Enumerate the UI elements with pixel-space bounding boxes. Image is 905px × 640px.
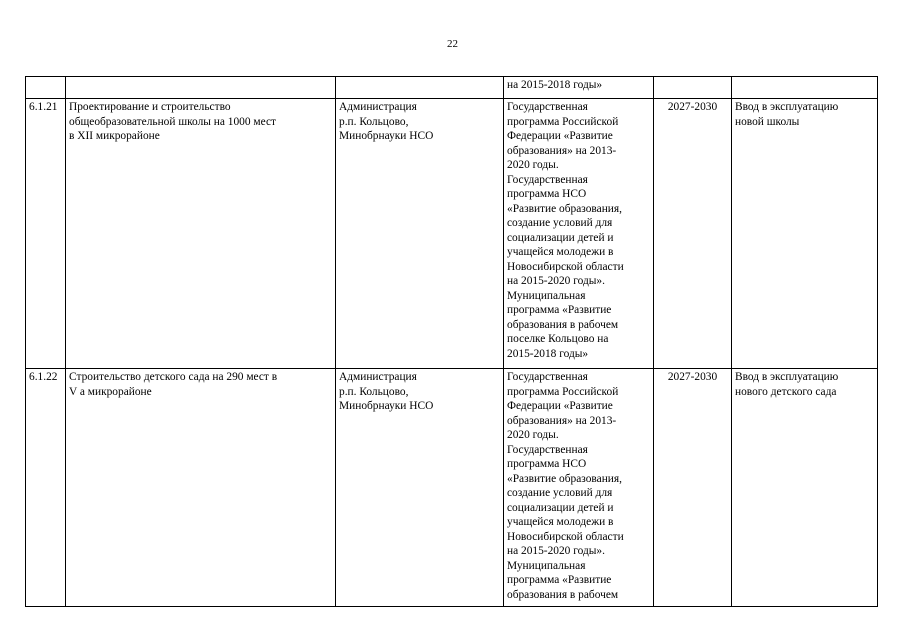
cell-executor [336,99,504,369]
name-line: в XII микрорайоне [69,130,160,142]
cell-term [654,77,732,99]
program-line: Государственная [507,173,588,186]
cell-num: 6.1.21 [26,99,66,369]
cell-name [66,77,336,99]
program-line: программа Российской [507,115,619,128]
cell-executor [336,369,504,607]
program-line: социализации детей и [507,231,614,244]
name-line: Строительство детского сада на 290 мест в [69,371,278,383]
executor-line: Администрация [339,371,417,383]
page-number: 22 [447,38,458,50]
program-line: на 2015-2020 годы». [507,275,605,287]
program-line: учащейся молодежи в [507,246,614,258]
cell-executor [336,77,504,99]
program-line: образования в рабочем [507,318,619,331]
program-line: «Развитие образования, [507,472,622,485]
program-line: социализации детей и [507,501,614,514]
executor-line: р.п. Кольцово, [339,385,409,398]
result-line: Ввод в эксплуатацию [735,371,839,383]
program-line: Федерации «Развитие [507,400,613,412]
cell-result [732,77,878,99]
program-line: Новосибирской области [507,530,624,543]
cell-name [66,369,336,607]
program-line: учащейся молодежи в [507,516,614,528]
program-line: Государственная [507,371,588,383]
program-line: Государственная [507,443,588,456]
program-line: на 2015-2018 годы» [507,79,603,91]
cell-num: 6.1.22 [26,369,66,607]
name-line: общеобразовательной школы на 1000 мест [69,115,276,128]
program-line: на 2015-2020 годы». [507,545,605,557]
cell-result [732,369,878,607]
program-line: программа НСО [507,188,587,200]
program-line: 2020 годы. [507,429,559,441]
cell-term: 2027-2030 [654,369,732,607]
result-line: новой школы [735,115,800,128]
program-line: Муниципальная [507,559,586,572]
executor-line: р.п. Кольцово, [339,115,409,128]
program-line: «Развитие образования, [507,202,622,215]
program-line: образования» на 2013- [507,144,617,157]
cell-name [66,99,336,369]
program-line: программа Российской [507,385,619,398]
cell-result [732,99,878,369]
name-line: Проектирование и строительство [69,101,231,113]
table-row-continuation [26,77,878,99]
executor-line: Администрация [339,101,417,113]
cell-program [504,77,654,99]
program-line: программа НСО [507,458,587,470]
program-line: 2020 годы. [507,159,559,171]
cell-program [504,369,654,607]
name-line: V а микрорайоне [69,385,152,398]
program-line: создание условий для [507,487,613,499]
executor-line: Минобрнауки НСО [339,400,434,412]
cell-num [26,77,66,99]
program-line: 2015-2018 годы» [507,347,589,360]
program-line: создание условий для [507,217,613,229]
result-line: нового детского сада [735,385,837,398]
table-row [26,99,878,369]
result-line: Ввод в эксплуатацию [735,101,839,113]
program-line: программа «Развитие [507,304,612,316]
cell-program [504,99,654,369]
program-line: поселке Кольцово на [507,333,609,345]
measures-table [25,76,878,607]
table-row [26,369,878,607]
program-line: Новосибирской области [507,260,624,273]
program-line: образования» на 2013- [507,414,617,427]
program-line: Муниципальная [507,289,586,302]
program-line: Государственная [507,101,588,113]
cell-term: 2027-2030 [654,99,732,369]
program-line: образования в рабочем [507,588,619,601]
executor-line: Минобрнауки НСО [339,130,434,142]
program-line: Федерации «Развитие [507,130,613,142]
program-line: программа «Развитие [507,574,612,586]
